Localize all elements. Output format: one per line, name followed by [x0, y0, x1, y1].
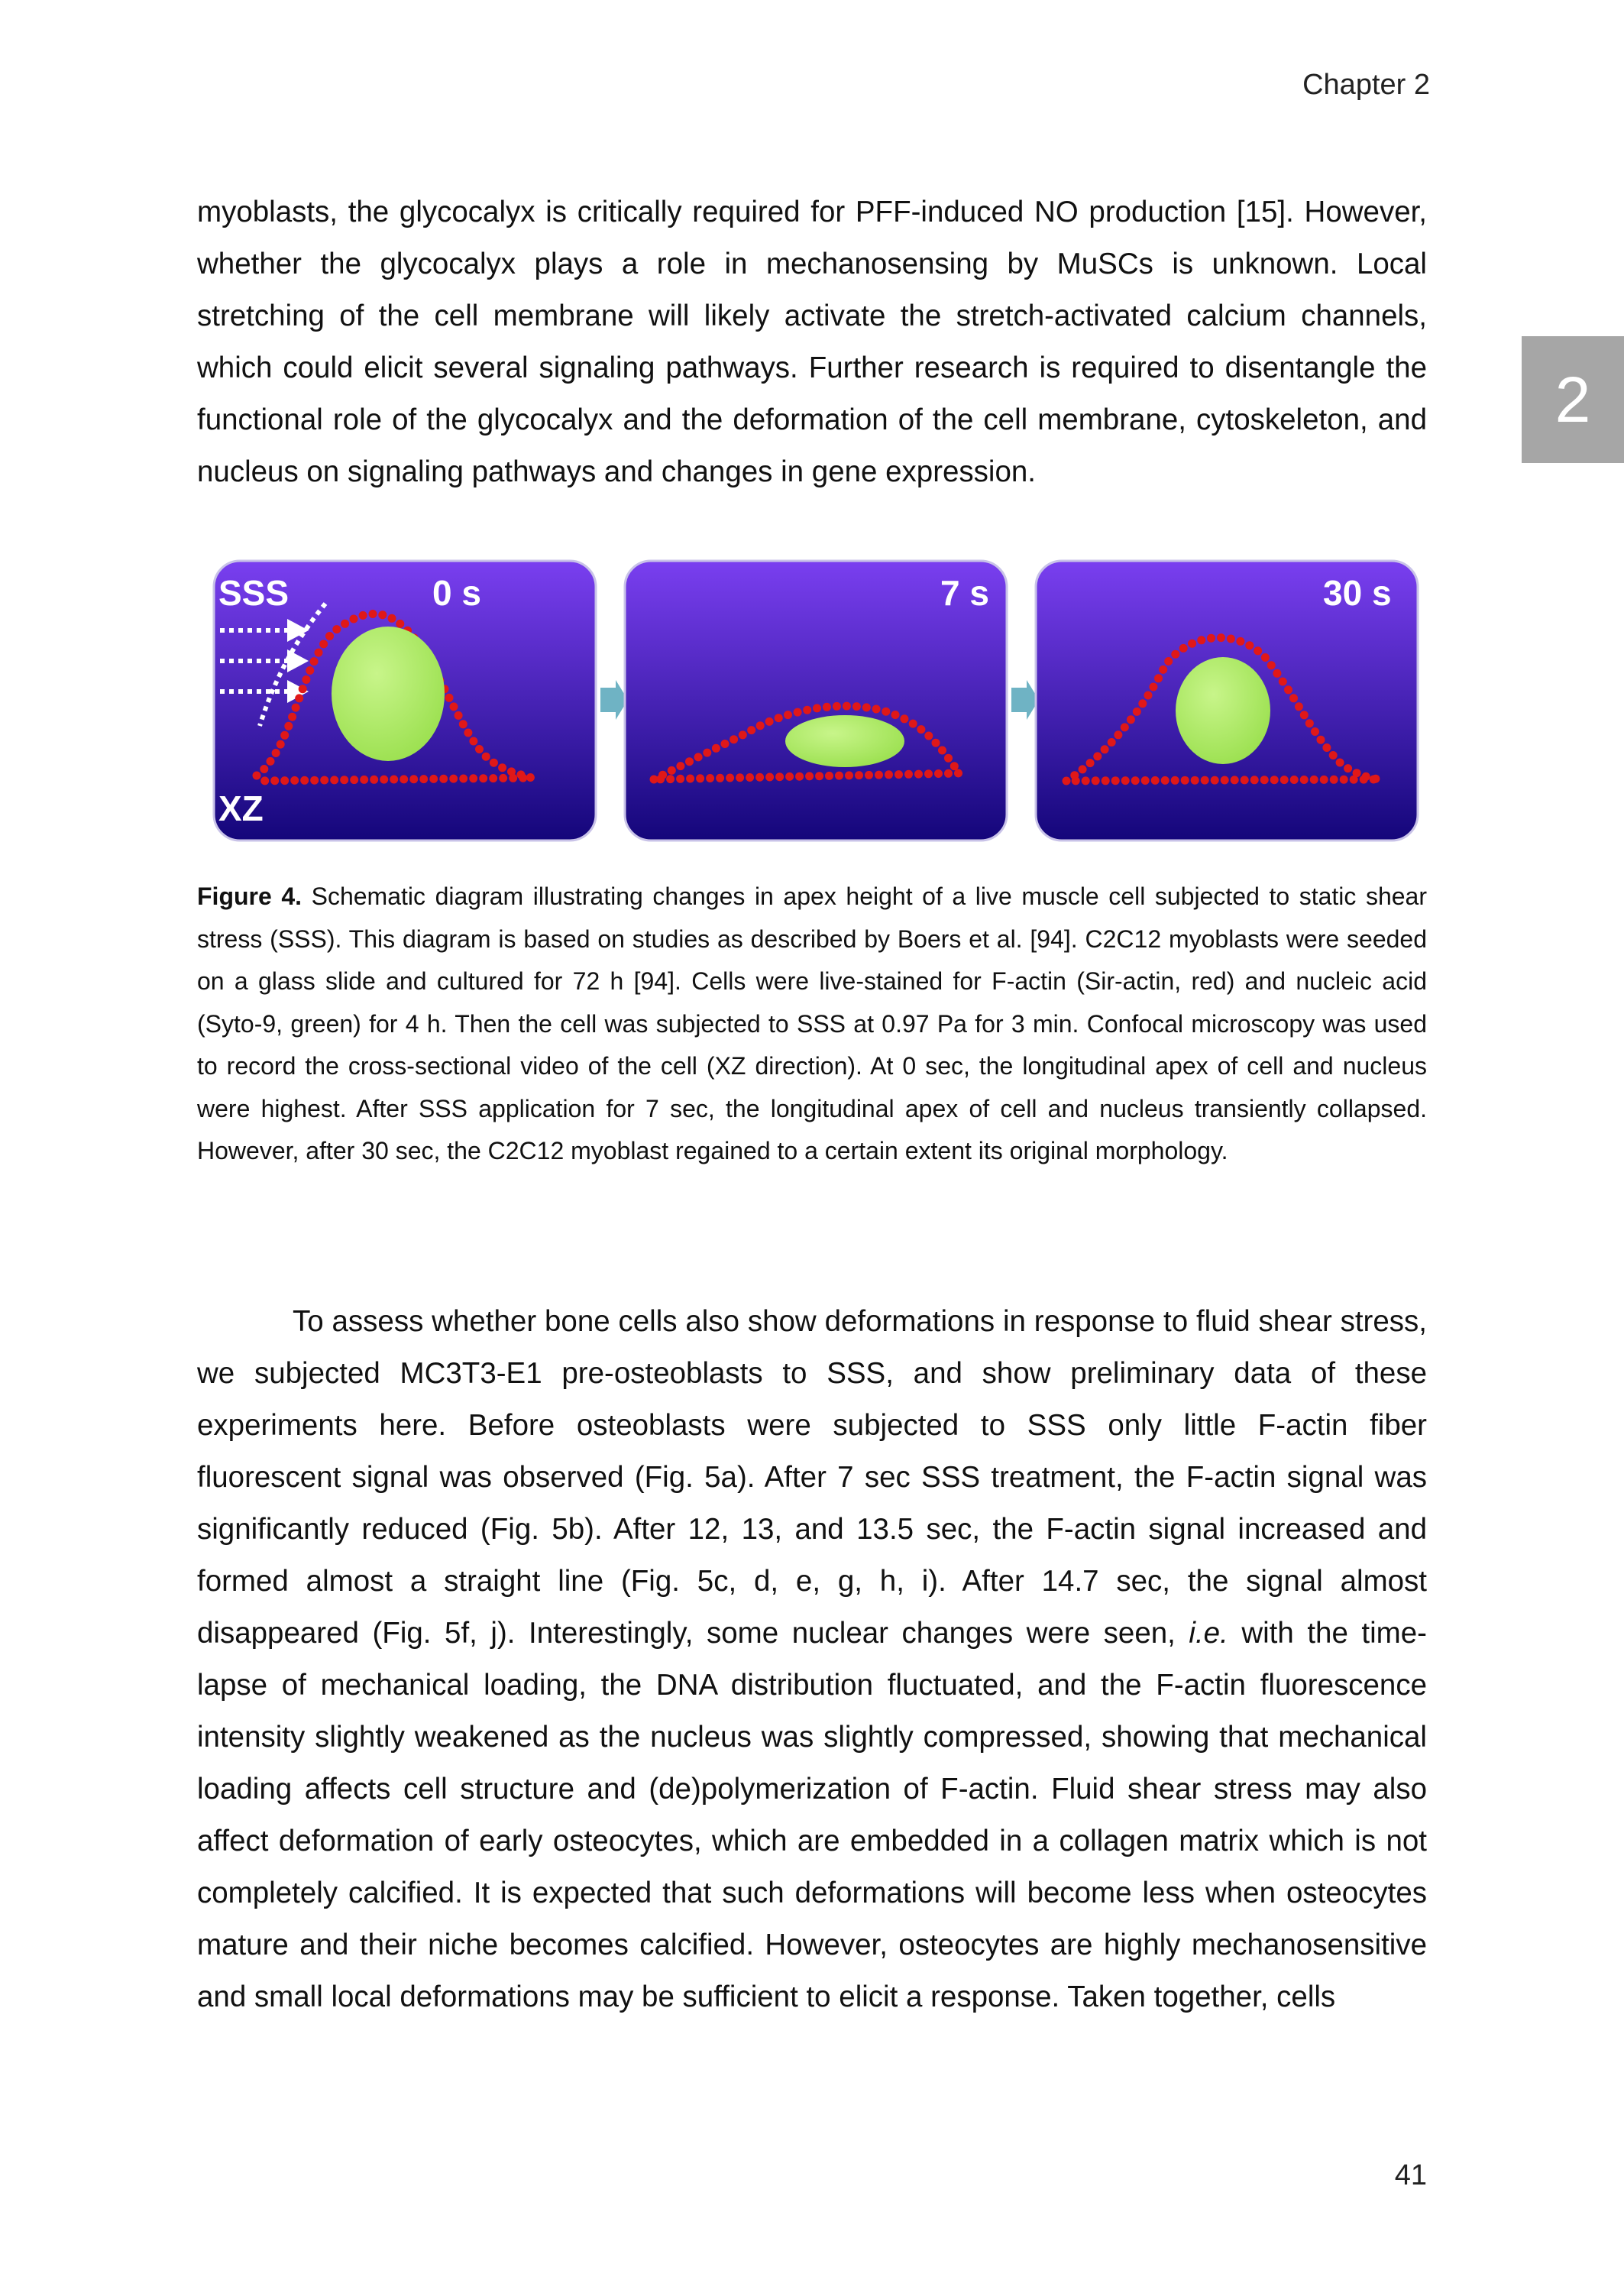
actin-dot — [736, 773, 744, 782]
actin-dot — [270, 776, 279, 785]
actin-dot — [696, 774, 704, 782]
actin-dot — [306, 666, 314, 675]
actin-dot — [894, 770, 903, 779]
figure-4 — [211, 558, 1421, 847]
actin-dot — [944, 769, 953, 778]
actin-dot — [1270, 776, 1279, 784]
actin-dot — [1261, 653, 1270, 662]
actin-dot — [823, 703, 831, 711]
actin-dot — [310, 657, 319, 666]
caption-label: Figure 4. — [197, 883, 302, 910]
actin-dot — [924, 769, 933, 778]
actin-dot — [299, 685, 307, 693]
actin-dot — [272, 749, 280, 757]
actin-dot — [482, 753, 490, 761]
actin-dot — [1093, 752, 1102, 760]
actin-dot — [1086, 759, 1095, 767]
actin-dot — [359, 611, 367, 620]
actin-dot — [370, 776, 378, 784]
actin-dot — [1121, 723, 1129, 731]
actin-dot — [439, 775, 448, 783]
actin-dot — [284, 722, 293, 730]
actin-dot — [666, 775, 675, 783]
actin-dot — [499, 774, 507, 782]
actin-dot — [1284, 685, 1292, 694]
actin-dot — [1102, 776, 1110, 785]
actin-dot — [904, 770, 913, 779]
actin-dot — [1127, 715, 1135, 724]
actin-dot — [676, 775, 684, 783]
body-paragraph-1 — [197, 186, 1427, 498]
actin-dot — [1211, 776, 1219, 785]
actin-dot — [280, 731, 289, 740]
actin-dot — [756, 721, 765, 730]
actin-dot — [686, 775, 694, 783]
actin-dot — [1114, 730, 1122, 739]
actin-dot — [302, 675, 310, 684]
actin-dot — [875, 771, 883, 779]
actin-dot — [1300, 711, 1309, 719]
actin-dot — [498, 763, 506, 772]
actin-dot — [785, 772, 794, 781]
actin-dot — [459, 720, 467, 728]
actin-dot — [277, 740, 285, 749]
actin-dot — [1336, 759, 1344, 767]
actin-dot — [419, 775, 428, 783]
nucleus-30s — [1176, 657, 1270, 764]
chapter-tab: 2 — [1522, 336, 1624, 463]
actin-dot — [765, 773, 774, 782]
actin-dot — [380, 776, 388, 784]
actin-dot — [1260, 776, 1269, 784]
actin-dot — [1340, 776, 1348, 784]
actin-dot — [950, 762, 959, 770]
actin-dot — [1227, 635, 1235, 643]
panel-30s — [1036, 561, 1418, 840]
actin-dot — [1144, 691, 1153, 700]
actin-dot — [1082, 776, 1090, 785]
actin-dot — [378, 610, 387, 619]
actin-dot — [390, 776, 398, 784]
panel-0s — [214, 561, 596, 840]
actin-dot — [509, 774, 517, 782]
actin-dot — [1181, 776, 1189, 785]
actin-dot — [449, 775, 458, 783]
actin-dot — [891, 711, 900, 719]
running-header: Chapter 2 — [1302, 69, 1430, 101]
actin-dot — [794, 708, 802, 717]
actin-dot — [803, 706, 811, 714]
actin-dot — [747, 726, 755, 734]
actin-dot — [253, 772, 261, 780]
actin-dot — [450, 702, 458, 711]
actin-dot — [1171, 776, 1179, 785]
sss-label: SSS — [218, 573, 290, 613]
actin-dot — [350, 776, 358, 784]
actin-dot — [917, 725, 925, 734]
actin-dot — [909, 720, 917, 728]
actin-dot — [730, 735, 738, 743]
actin-dot — [409, 775, 418, 783]
actin-dot — [1317, 736, 1325, 744]
actin-dot — [882, 708, 890, 716]
actin-dot — [1072, 776, 1080, 785]
actin-dot — [872, 705, 881, 714]
actin-dot — [775, 714, 783, 722]
actin-dot — [1267, 661, 1276, 669]
actin-dot — [1330, 776, 1338, 784]
actin-dot — [862, 703, 871, 711]
nucleus-0s — [332, 627, 445, 761]
actin-dot — [1092, 776, 1100, 785]
actin-dot — [300, 776, 309, 785]
actin-dot — [1236, 637, 1244, 646]
actin-dot — [676, 762, 684, 770]
actin-dot — [721, 740, 730, 748]
actin-dot — [1360, 776, 1368, 784]
actin-dot — [694, 753, 703, 761]
actin-dot — [475, 745, 484, 753]
actin-dot — [1108, 738, 1116, 747]
actin-dot — [944, 754, 953, 763]
actin-dot — [845, 771, 853, 779]
actin-dot — [1101, 745, 1109, 753]
actin-dot — [668, 766, 676, 775]
actin-dot — [1279, 678, 1287, 686]
actin-dot — [360, 776, 368, 784]
actin-dot — [1161, 776, 1169, 785]
actin-dot — [1311, 727, 1319, 736]
actin-dot — [739, 730, 747, 739]
actin-dot — [775, 772, 784, 781]
actin-dot — [1217, 633, 1225, 642]
actin-dot — [519, 774, 527, 782]
actin-dot — [455, 711, 463, 720]
actin-dot — [825, 772, 833, 780]
actin-dot — [1241, 776, 1249, 784]
actin-dot — [656, 775, 665, 783]
actin-dot — [369, 610, 377, 618]
nucleus-7s — [785, 715, 904, 767]
actin-dot — [1079, 765, 1087, 773]
paragraph-text-2a: To assess whether bone cells also show deformations in response to fluid shear stress, we subjected MC3T3-E1 pre-osteoblasts to SSS, and show preliminary data of these experiments here. Before osteoblasts were subjected to SSS only little F-actin fiber fluorescent signal was observed (Fig. 5a). After 7 sec SSS treatment, the F-actin signal was significantly reduced (Fig. 5b). After 12, 13, and 13.5 sec, the F-actin signal increased and formed almost a straight line (Fig. 5c, d, e, g, h, i). After 14.7 sec, the signal almost disappeared (Fig. 5f, j). Interestingly, some nuclear changes were seen, — [197, 1305, 1427, 1650]
actin-dot — [938, 747, 946, 755]
actin-dot — [332, 625, 341, 633]
actin-dot — [526, 773, 535, 782]
actin-dot — [746, 773, 754, 782]
actin-dot — [784, 711, 792, 719]
actin-dot — [716, 774, 724, 782]
actin-dot — [295, 694, 303, 702]
actin-dot — [1159, 666, 1167, 674]
actin-dot — [396, 620, 404, 628]
actin-dot — [1322, 743, 1331, 752]
actin-dot — [932, 739, 940, 747]
actin-dot — [469, 737, 477, 746]
actin-dot — [1111, 776, 1120, 785]
actin-dot — [320, 776, 328, 785]
actin-dot — [290, 776, 299, 785]
actin-dot — [1191, 776, 1199, 785]
actin-dot — [765, 717, 774, 726]
actin-dot — [1254, 646, 1262, 655]
actin-dot — [900, 714, 908, 723]
actin-dot — [429, 775, 438, 783]
actin-dot — [1138, 699, 1147, 708]
actin-dot — [1164, 657, 1173, 666]
time-label-7s: 7 s — [940, 573, 989, 613]
body-paragraph-2 — [197, 1296, 1427, 2023]
actin-dot — [685, 757, 694, 766]
actin-dot — [388, 614, 396, 623]
actin-dot — [292, 704, 300, 712]
actin-dot — [813, 704, 821, 712]
time-label-30s: 30 s — [1323, 573, 1392, 613]
figure-caption — [197, 876, 1427, 1173]
actin-dot — [445, 694, 454, 702]
actin-dot — [489, 774, 497, 782]
actin-dot — [490, 759, 498, 767]
actin-dot — [726, 774, 734, 782]
actin-dot — [325, 632, 334, 640]
actin-dot — [1121, 776, 1130, 785]
actin-dot — [340, 776, 348, 784]
actin-dot — [855, 771, 863, 779]
actin-dot — [815, 772, 823, 780]
xz-label: XZ — [218, 789, 264, 828]
actin-dot — [1171, 650, 1179, 659]
actin-dot — [341, 620, 349, 628]
figure-4-diagram — [211, 558, 1421, 847]
actin-dot — [795, 772, 804, 781]
actin-dot — [1201, 776, 1209, 785]
actin-dot — [1133, 708, 1141, 716]
actin-dot — [843, 702, 851, 711]
actin-dot — [1207, 634, 1215, 643]
actin-dot — [1141, 776, 1150, 785]
actin-dot — [1188, 640, 1196, 648]
actin-dot — [703, 749, 711, 757]
actin-dot — [280, 776, 289, 785]
actin-dot — [1179, 644, 1188, 653]
time-label-0s: 0 s — [432, 573, 481, 613]
actin-dot — [1350, 776, 1358, 784]
actin-dot — [319, 640, 328, 648]
actin-dot — [1295, 702, 1303, 711]
actin-dot — [260, 776, 269, 785]
actin-dot — [833, 702, 841, 711]
actin-dot — [1151, 776, 1160, 785]
actin-dot — [934, 769, 943, 778]
actin-dot — [469, 774, 477, 782]
actin-dot — [885, 770, 893, 779]
actin-dot — [267, 757, 275, 766]
actin-dot — [852, 702, 861, 711]
actin-dot — [1320, 776, 1328, 784]
actin-dot — [1231, 776, 1239, 784]
actin-dot — [805, 772, 814, 780]
actin-dot — [315, 649, 323, 657]
actin-dot — [1329, 751, 1338, 759]
actin-dot — [1149, 683, 1157, 691]
actin-dot — [954, 769, 962, 778]
actin-dot — [350, 615, 358, 623]
caption-text: Schematic diagram illustrating changes in apex height of a live muscle cell subjected to static shear stress (SSS). This diagram is based on studies as described by Boers et al. [94]. C2C12 myoblasts were seeded on a glass slide and cultured for 72 h [94]. Cells were live-stained for F-actin (Sir-actin, red) and nucleic acid (Syto-9, green) for 4 h. Then the cell was subjected to SSS at 0.97 Pa for 3 min. Confocal microscopy was used to record the cross-sectional video of the cell (XZ direction). At 0 sec, the longitudinal apex of cell and nucleus were highest. After SSS application for 7 sec, the longitudinal apex of cell and nucleus transiently collapsed. However, after 30 sec, the C2C12 myoblast regained to a certain extent its original morphology. — [197, 883, 1428, 1164]
actin-dot — [835, 772, 843, 780]
actin-dot — [1344, 764, 1352, 772]
actin-dot — [1131, 776, 1140, 785]
actin-dot — [479, 774, 487, 782]
actin-dot — [1154, 674, 1163, 682]
actin-dot — [712, 744, 720, 753]
actin-dot — [1273, 669, 1281, 678]
actin-dot — [1310, 776, 1318, 784]
actin-dot — [865, 771, 873, 779]
actin-dot — [260, 765, 268, 773]
actin-dot — [1300, 776, 1309, 784]
actin-dot — [1197, 636, 1205, 644]
actin-dot — [1370, 776, 1378, 784]
actin-dot — [1280, 776, 1289, 784]
paragraph-text-2b: with the time-lapse of mechanical loading, the DNA distribution fluctuated, and the F-actin fluorescence intensity slightly weakened as the nucleus was slightly compressed, showing that mechanical loading affects cell structure and (de)polymerization of F-actin. Fluid shear stress may also affect deformation of early osteocytes, which are embedded in a collagen matrix which is not completely calcified. It is expected that such deformations will become less when osteocytes mature and their niche becomes calcified. However, osteocytes are highly mechanosensitive and small local deformations may be sufficient to elicit a response. Taken together, cells — [197, 1617, 1427, 2013]
actin-dot — [1305, 719, 1314, 727]
actin-dot — [1289, 694, 1298, 702]
paragraph-italic: i.e. — [1189, 1617, 1228, 1650]
actin-dot — [924, 732, 933, 740]
actin-dot — [755, 773, 764, 782]
page-number: 41 — [1394, 2159, 1427, 2191]
panel-7s — [625, 561, 1007, 840]
paragraph-text: myoblasts, the glycocalyx is critically required for PFF-induced NO production [15]. However, whether the glycocalyx plays a role in mechanosensing by MuSCs is unknown. Local stretching of the cell membrane will likely activate the stretch-activated calcium channels, which could elicit several signaling pathways. Further research is required to disentangle the functional role of the glycocalyx and the deformation of the cell membrane, cytoskeleton, and nucleus on signaling pathways and changes in gene expression. — [197, 196, 1427, 488]
actin-dot — [1290, 776, 1299, 784]
paragraph-text-2 — [197, 1296, 1427, 2023]
actin-dot — [706, 774, 714, 782]
actin-dot — [1250, 776, 1259, 784]
actin-dot — [330, 776, 338, 784]
actin-dot — [310, 776, 319, 785]
actin-dot — [459, 775, 467, 783]
actin-dot — [288, 713, 296, 721]
actin-dot — [1221, 776, 1229, 785]
actin-dot — [1063, 777, 1071, 785]
actin-dot — [464, 729, 472, 737]
actin-dot — [914, 770, 923, 779]
actin-dot — [1245, 641, 1254, 649]
actin-dot — [400, 775, 408, 783]
